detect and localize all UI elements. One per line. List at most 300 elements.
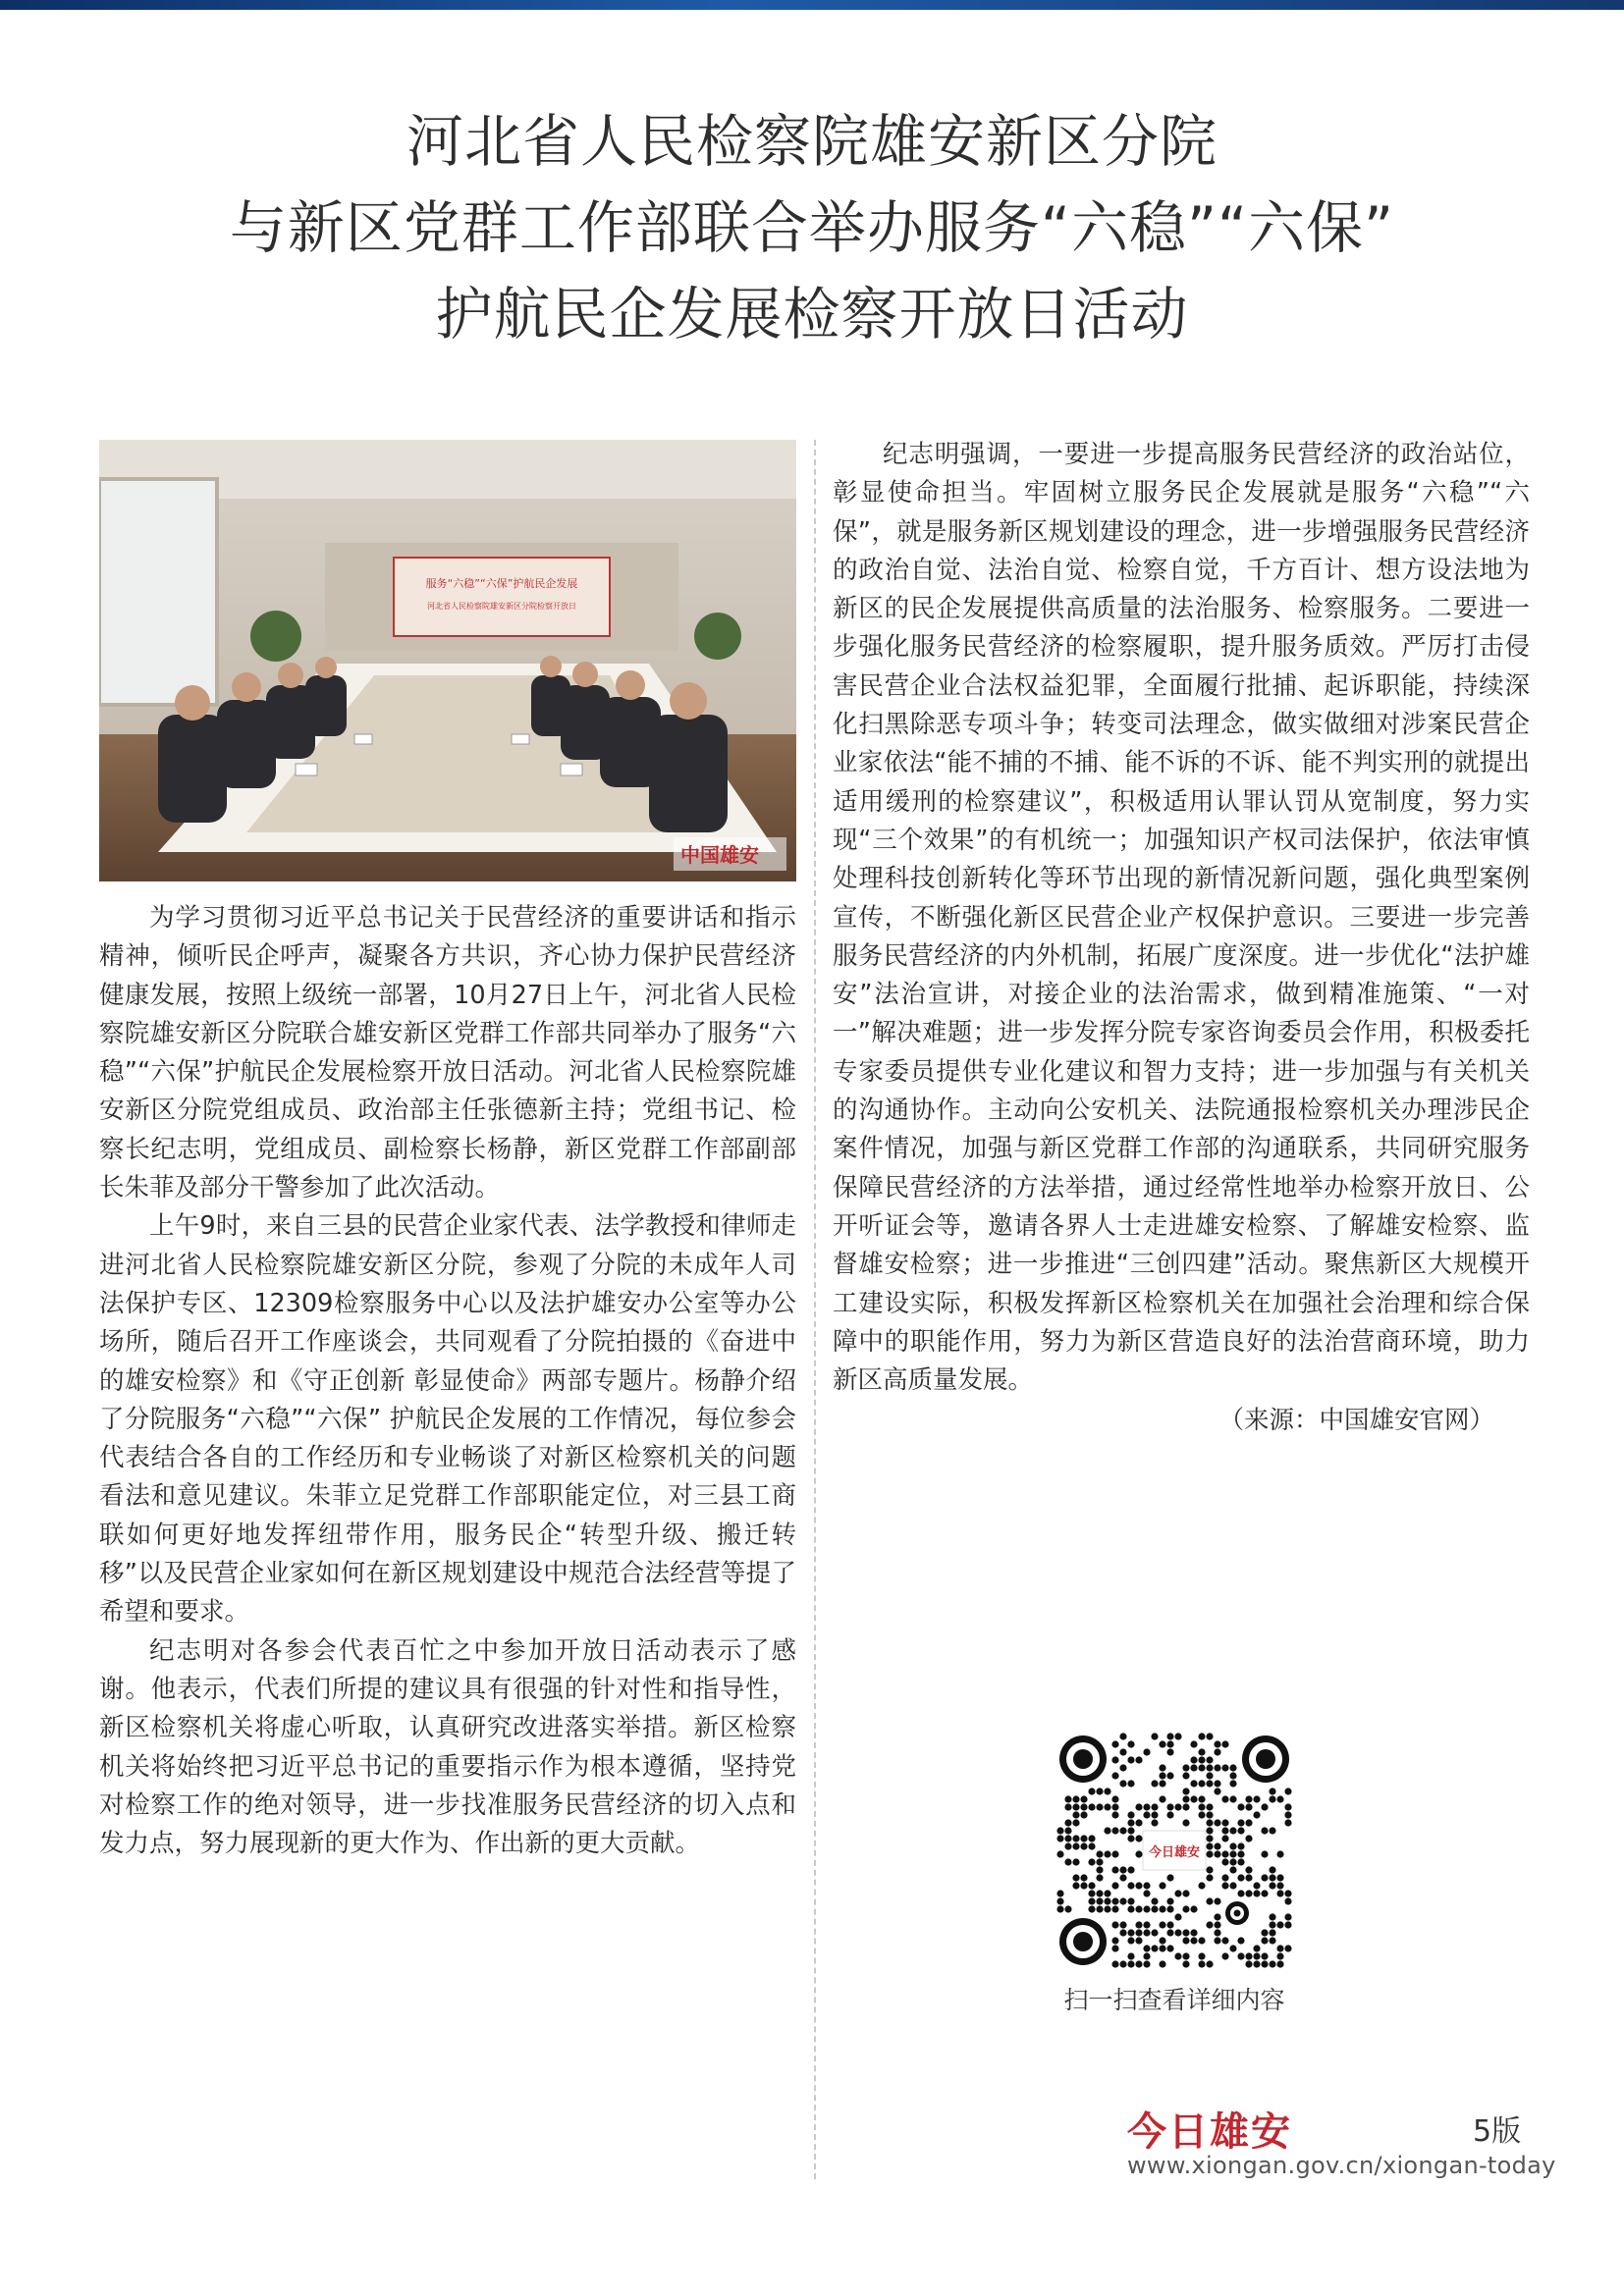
qr-module	[1198, 1811, 1205, 1818]
qr-module	[1214, 1842, 1220, 1849]
qr-module	[1253, 1795, 1260, 1802]
qr-module	[1253, 1945, 1260, 1951]
qr-module	[1088, 1788, 1095, 1794]
qr-module	[1206, 1897, 1213, 1904]
qr-module	[1214, 1819, 1220, 1826]
qr-module	[1261, 1874, 1268, 1881]
qr-module	[1080, 1795, 1087, 1802]
qr-module	[1284, 1890, 1291, 1896]
qr-module	[1206, 1733, 1213, 1739]
qr-module	[1269, 1882, 1275, 1889]
qr-module	[1088, 1882, 1095, 1889]
page-number: 5版	[1473, 2114, 1522, 2149]
qr-module	[1159, 1960, 1165, 1967]
qr-module	[1056, 1897, 1063, 1904]
qr-module	[1096, 1850, 1103, 1857]
qr-module	[1190, 1795, 1197, 1802]
photo-banner-line1: 服务“六稳”“六保”护航民企发展	[425, 577, 578, 590]
qr-module	[1119, 1748, 1126, 1755]
qr-module	[1104, 1788, 1110, 1794]
qr-module	[1119, 1866, 1126, 1873]
qr-module	[1237, 1937, 1244, 1944]
left-paragraph-3: 纪志明对各参会代表百忙之中参加开放日活动表示了感谢。他表示，代表们所提的建议具有很强的针对性和指导性，新区检察机关将虚心听取，认真研究改进落实举措。新区检察机关将始终把习近平总书记的重要指示作为根本遵循，坚持党对检察工作的绝对领导，进一步找准服务民营经济的切入点和发力点，努力展现新的更大作为、作出新的更大贡献。	[99, 1635, 796, 1859]
qr-module	[1284, 1788, 1291, 1794]
title-line-1: 河北省人民检察院雄安新区分院	[406, 108, 1218, 175]
qr-module	[1135, 1882, 1142, 1889]
qr-module	[1206, 1819, 1213, 1826]
qr-module	[1127, 1811, 1134, 1818]
qr-caption: 扫一扫查看详细内容	[1063, 1986, 1285, 2014]
qr-module	[1135, 1850, 1142, 1857]
qr-module	[1276, 1795, 1283, 1802]
qr-module	[1245, 1795, 1252, 1802]
qr-module	[1245, 1866, 1252, 1873]
qr-module	[1064, 1842, 1071, 1849]
qr-module	[1119, 1733, 1126, 1739]
qr-module	[1269, 1874, 1275, 1881]
qr-module	[1135, 1905, 1142, 1912]
qr-module	[1151, 1780, 1158, 1787]
qr-module	[1072, 1842, 1079, 1849]
qr-module	[1104, 1905, 1110, 1912]
qr-module	[1104, 1803, 1110, 1810]
qr-module	[1221, 1764, 1228, 1771]
qr-module	[1064, 1905, 1071, 1912]
qr-module	[1166, 1921, 1173, 1928]
qr-module	[1229, 1945, 1236, 1951]
qr-finder-top-left	[1059, 1735, 1107, 1783]
qr-module	[1127, 1952, 1134, 1959]
meeting-photo-illustration	[99, 440, 796, 881]
qr-module	[1245, 1890, 1252, 1896]
qr-module	[1166, 1897, 1173, 1904]
photo-watermark: 中国雄安	[680, 843, 759, 867]
qr-module	[1080, 1803, 1087, 1810]
qr-module	[1159, 1772, 1165, 1779]
qr-module	[1111, 1811, 1118, 1818]
qr-finder-bottom-left	[1059, 1918, 1107, 1965]
qr-module	[1214, 1740, 1220, 1747]
qr-module	[1284, 1921, 1291, 1928]
qr-module	[1143, 1748, 1150, 1755]
qr-module	[1151, 1945, 1158, 1951]
column-divider	[814, 440, 816, 2179]
qr-module	[1261, 1890, 1268, 1896]
qr-module	[1182, 1890, 1189, 1896]
qr-module	[1088, 1897, 1095, 1904]
qr-module	[1276, 1850, 1283, 1857]
right-column	[833, 436, 1530, 1441]
qr-module	[1111, 1827, 1118, 1834]
qr-alignment	[1225, 1901, 1249, 1925]
qr-module	[1159, 1795, 1165, 1802]
qr-module	[1096, 1905, 1103, 1912]
qr-module	[1080, 1882, 1087, 1889]
qr-module	[1135, 1756, 1142, 1763]
qr-module	[1190, 1780, 1197, 1787]
qr-module	[1088, 1842, 1095, 1849]
qr-module	[1166, 1945, 1173, 1951]
qr-module	[1206, 1756, 1213, 1763]
qr-module	[1206, 1772, 1213, 1779]
qr-module	[1166, 1905, 1173, 1912]
qr-module	[1198, 1960, 1205, 1967]
qr-module	[1284, 1819, 1291, 1826]
qr-module	[1096, 1866, 1103, 1873]
qr-module	[1237, 1952, 1244, 1959]
qr-module	[1159, 1740, 1165, 1747]
qr-module	[1221, 1937, 1228, 1944]
qr-module	[1111, 1937, 1118, 1944]
qr-module	[1284, 1897, 1291, 1904]
qr-module	[1237, 1858, 1244, 1865]
qr-module	[1269, 1913, 1275, 1920]
qr-module	[1111, 1897, 1118, 1904]
qr-module	[1096, 1788, 1103, 1794]
qr-module	[1143, 1945, 1150, 1951]
qr-module	[1229, 1772, 1236, 1779]
qr-module	[1088, 1905, 1095, 1912]
qr-module	[1166, 1929, 1173, 1936]
qr-module	[1088, 1858, 1095, 1865]
qr-module	[1237, 1874, 1244, 1881]
qr-module	[1269, 1929, 1275, 1936]
qr-module	[1276, 1890, 1283, 1896]
qr-module	[1214, 1913, 1220, 1920]
qr-module	[1159, 1905, 1165, 1912]
qr-module	[1190, 1905, 1197, 1912]
qr-module	[1253, 1952, 1260, 1959]
qr-module	[1221, 1850, 1228, 1857]
qr-module	[1221, 1827, 1228, 1834]
qr-module	[1261, 1929, 1268, 1936]
qr-module	[1276, 1945, 1283, 1951]
qr-module	[1261, 1937, 1268, 1944]
qr-module	[1182, 1803, 1189, 1810]
qr-module	[1119, 1827, 1126, 1834]
qr-module	[1206, 1866, 1213, 1873]
qr-module	[1143, 1811, 1150, 1818]
qr-code-image	[1056, 1733, 1292, 1968]
qr-module	[1111, 1866, 1118, 1873]
qr-module	[1127, 1756, 1134, 1763]
qr-module	[1214, 1764, 1220, 1771]
qr-module	[1229, 1866, 1236, 1873]
qr-module	[1198, 1882, 1205, 1889]
qr-module	[1269, 1788, 1275, 1794]
qr-module	[1143, 1921, 1150, 1928]
qr-code[interactable]	[1056, 1733, 1292, 1968]
qr-module	[1261, 1952, 1268, 1959]
qr-module	[1198, 1952, 1205, 1959]
qr-module	[1072, 1882, 1079, 1889]
qr-module	[1229, 1850, 1236, 1857]
left-column	[99, 899, 796, 1863]
qr-module	[1127, 1937, 1134, 1944]
qr-module	[1166, 1748, 1173, 1755]
qr-module	[1269, 1960, 1275, 1967]
left-paragraph-2: 上午9时，来自三县的民营企业家代表、法学教授和律师走进河北省人民检察院雄安新区分院，参观了分院的未成年人司法保护专区、12309检察服务中心以及法护雄安办公室等办公场所，随后召开工作座谈会，共同观看了分院拍摄的《奋进中的雄安检察》和《守正创新 彰显使命》两部专题片。杨静介绍了分院服务“六稳”“六保” 护航民企发展的工作情况，每位参会代表结合各自的工作经历和专业畅谈了对新区检察机关的问题看法和意见建议。朱菲立足党群工作部职能定位，对三县工商联如何更好地发挥纽带作用，服务民企“转型升级、搬迁转移”以及民营企业家如何在新区规划建设中规范合法经营等提了希望和要求。	[99, 1211, 796, 1628]
qr-module	[1056, 1905, 1063, 1912]
qr-module	[1159, 1764, 1165, 1771]
qr-module	[1253, 1960, 1260, 1967]
qr-module	[1229, 1882, 1236, 1889]
qr-module	[1276, 1952, 1283, 1959]
qr-module	[1206, 1803, 1213, 1810]
qr-module	[1214, 1780, 1220, 1787]
qr-module	[1198, 1937, 1205, 1944]
qr-center-logo: 今日雄安	[1148, 1845, 1201, 1860]
left-paragraph-1: 为学习贯彻习近平总书记关于民营经济的重要讲话和指示精神，倾听民企呼声，凝聚各方共识，齐心协力保护民营经济健康发展，按照上级统一部署，10月27日上午，河北省人民检察院雄安新区分院联合雄安新区党群工作部共同举办了服务“六稳”“六保”护航民企发展检察开放日活动。河北省人民检察院雄安新区分院党组成员、政治部主任张德新主持；党组书记、检察长纪志明，党组成员、副检察长杨静，新区党群工作部副部长朱菲及部分干警参加了此次活动。	[99, 903, 796, 1203]
qr-module	[1064, 1819, 1071, 1826]
qr-module	[1182, 1764, 1189, 1771]
qr-module	[1269, 1937, 1275, 1944]
qr-module	[1198, 1733, 1205, 1739]
qr-module	[1135, 1960, 1142, 1967]
qr-module	[1237, 1803, 1244, 1810]
qr-module	[1151, 1819, 1158, 1826]
qr-module	[1064, 1858, 1071, 1865]
qr-module	[1198, 1795, 1205, 1802]
qr-module	[1214, 1929, 1220, 1936]
qr-module	[1135, 1835, 1142, 1842]
qr-module	[1174, 1803, 1181, 1810]
qr-module	[1096, 1858, 1103, 1865]
qr-module	[1276, 1882, 1283, 1889]
qr-module	[1111, 1756, 1118, 1763]
qr-module	[1214, 1937, 1220, 1944]
qr-module	[1056, 1890, 1063, 1896]
qr-module	[1135, 1921, 1142, 1928]
qr-module	[1080, 1874, 1087, 1881]
qr-module	[1229, 1795, 1236, 1802]
qr-module	[1096, 1803, 1103, 1810]
qr-module	[1190, 1740, 1197, 1747]
qr-module	[1206, 1835, 1213, 1842]
qr-module	[1229, 1780, 1236, 1787]
qr-module	[1269, 1866, 1275, 1873]
qr-module	[1159, 1780, 1165, 1787]
qr-module	[1190, 1937, 1197, 1944]
qr-module	[1206, 1850, 1213, 1857]
qr-module	[1064, 1835, 1071, 1842]
qr-module	[1214, 1897, 1220, 1904]
qr-module	[1182, 1772, 1189, 1779]
qr-module	[1221, 1819, 1228, 1826]
qr-module	[1237, 1850, 1244, 1857]
qr-module	[1206, 1842, 1213, 1849]
qr-module	[1276, 1960, 1283, 1967]
qr-module	[1072, 1811, 1079, 1818]
qr-module	[1206, 1960, 1213, 1967]
qr-module	[1182, 1819, 1189, 1826]
qr-module	[1261, 1803, 1268, 1810]
qr-module	[1221, 1952, 1228, 1959]
qr-module	[1072, 1795, 1079, 1802]
qr-module	[1072, 1819, 1079, 1826]
qr-module	[1261, 1850, 1268, 1857]
qr-module	[1159, 1945, 1165, 1951]
qr-module	[1104, 1827, 1110, 1834]
qr-module	[1221, 1835, 1228, 1842]
qr-module	[1206, 1827, 1213, 1834]
qr-module	[1072, 1858, 1079, 1865]
qr-module	[1198, 1780, 1205, 1787]
qr-module	[1127, 1740, 1134, 1747]
qr-module	[1135, 1819, 1142, 1826]
footer-url[interactable]: www.xiongan.gov.cn/xiongan-today	[1127, 2152, 1556, 2179]
qr-module	[1198, 1748, 1205, 1755]
qr-module	[1206, 1921, 1213, 1928]
qr-module	[1174, 1929, 1181, 1936]
qr-module	[1159, 1921, 1165, 1928]
qr-module	[1206, 1780, 1213, 1787]
top-accent-bar	[0, 0, 1624, 10]
qr-module	[1237, 1890, 1244, 1896]
qr-module	[1182, 1960, 1189, 1967]
qr-module	[1166, 1740, 1173, 1747]
qr-module	[1111, 1740, 1118, 1747]
title-line-3: 护航民企发展检察开放日活动	[435, 281, 1189, 347]
qr-module	[1111, 1960, 1118, 1967]
qr-module	[1143, 1905, 1150, 1912]
qr-module	[1143, 1929, 1150, 1936]
qr-module	[1080, 1842, 1087, 1849]
qr-module	[1206, 1764, 1213, 1771]
title-line-2: 与新区党群工作部联合举办服务“六稳”“六保”	[229, 194, 1395, 261]
qr-module	[1080, 1835, 1087, 1842]
qr-module	[1159, 1937, 1165, 1944]
qr-module	[1221, 1882, 1228, 1889]
qr-module	[1182, 1905, 1189, 1912]
qr-module	[1229, 1827, 1236, 1834]
qr-module	[1111, 1803, 1118, 1810]
qr-module	[1166, 1874, 1173, 1881]
qr-module	[1269, 1921, 1275, 1928]
qr-module	[1111, 1795, 1118, 1802]
qr-module	[1119, 1764, 1126, 1771]
footer-brand-logo: 今日雄安	[1127, 2109, 1292, 2155]
qr-module	[1206, 1811, 1213, 1818]
qr-module	[1127, 1929, 1134, 1936]
qr-module	[1276, 1921, 1283, 1928]
qr-module	[1245, 1874, 1252, 1881]
qr-module	[1269, 1795, 1275, 1802]
qr-module	[1214, 1921, 1220, 1928]
qr-module	[1182, 1788, 1189, 1794]
qr-module	[1072, 1874, 1079, 1881]
qr-module	[1151, 1897, 1158, 1904]
qr-module	[1143, 1960, 1150, 1967]
qr-module	[1119, 1929, 1126, 1936]
qr-module	[1284, 1803, 1291, 1810]
qr-module	[1253, 1811, 1260, 1818]
qr-finder-top-right	[1242, 1735, 1289, 1783]
qr-module	[1119, 1960, 1126, 1967]
qr-module	[1143, 1882, 1150, 1889]
qr-module	[1284, 1811, 1291, 1818]
qr-module	[1135, 1803, 1142, 1810]
qr-module	[1214, 1850, 1220, 1857]
qr-module	[1127, 1780, 1134, 1787]
qr-module	[1198, 1764, 1205, 1771]
qr-module	[1127, 1960, 1134, 1967]
qr-module	[1166, 1733, 1173, 1739]
qr-module	[1056, 1827, 1063, 1834]
qr-module	[1111, 1905, 1118, 1912]
qr-module	[1190, 1756, 1197, 1763]
qr-module	[1214, 1748, 1220, 1755]
qr-module	[1221, 1874, 1228, 1881]
qr-module	[1229, 1842, 1236, 1849]
qr-module	[1182, 1937, 1189, 1944]
qr-module	[1237, 1819, 1244, 1826]
qr-module	[1245, 1960, 1252, 1967]
qr-module	[1127, 1835, 1134, 1842]
qr-module	[1245, 1803, 1252, 1810]
qr-module	[1198, 1803, 1205, 1810]
qr-module	[1088, 1803, 1095, 1810]
qr-module	[1253, 1882, 1260, 1889]
qr-module	[1127, 1882, 1134, 1889]
qr-module	[1111, 1921, 1118, 1928]
qr-module	[1064, 1795, 1071, 1802]
qr-module	[1284, 1945, 1291, 1951]
qr-module	[1261, 1827, 1268, 1834]
qr-module	[1159, 1882, 1165, 1889]
qr-module	[1214, 1788, 1220, 1794]
qr-module	[1151, 1803, 1158, 1810]
qr-module	[1166, 1772, 1173, 1779]
qr-module	[1104, 1897, 1110, 1904]
qr-module	[1174, 1890, 1181, 1896]
qr-module	[1104, 1890, 1110, 1896]
qr-module	[1182, 1929, 1189, 1936]
right-paragraph-1: 纪志明强调，一要进一步提高服务民营经济的政治站位，彰显使命担当。牢固树立服务民企发展就是服务“六稳”“六保”，就是服务新区规划建设的理念，进一步增强服务民营经济的政治自觉、法治自觉、检察自觉，千方百计、想方设法地为新区的民企发展提供高质量的法治服务、检察服务。二要进一步强化服务民营经济的检察履职，提升服务质效。严厉打击侵害民营企业合法权益犯罪，全面履行批捕、起诉职能，持续深化扫黑除恶专项斗争；转变司法理念，做实做细对涉案民营企业家依法“能不捕的不捕、能不诉的不诉、能不判实刑的就提出适用缓刑的检察建议”，积极适用认罪认罚从宽制度，努力实现“三个效果”的有机统一；加强知识产权司法保护，依法审慎处理科技创新转化等环节出现的新情况新问题，强化典型案例宣传，不断强化新区民营企业产权保护意识。三要进一步完善服务民营经济的内外机制，拓展广度深度。进一步优化“法护雄安”法治宣讲，对接企业的法治需求，做到精准施策、“一对一”解决难题；进一步发挥分院专家咨询委员会作用，积极委托专家委员提供专业化建议和智力支持；进一步加强与有关机关的沟通协作。主动向公安机关、法院通报检察机关办理涉民企案件情况，加强与新区党群工作部的沟通联系，共同研究服务保障民营经济的方法举措，通过经常性地举办检察开放日、公开听证会等，邀请各界人士走进雄安检察、了解雄安检察、监督雄安检察；进一步推进“三创四建”活动。聚焦新区大规模开工建设实际，积极发挥新区检察机关在加强社会治理和综合保障中的职能作用，努力为新区营造良好的法治营商环境，助力新区高质量发展。	[833, 440, 1530, 1396]
source-credit: （来源：中国雄安官网）	[1218, 1406, 1494, 1436]
qr-module	[1088, 1835, 1095, 1842]
qr-module	[1245, 1835, 1252, 1842]
qr-module	[1174, 1952, 1181, 1959]
qr-module	[1111, 1882, 1118, 1889]
qr-module	[1111, 1772, 1118, 1779]
qr-module	[1284, 1913, 1291, 1920]
qr-module	[1072, 1835, 1079, 1842]
qr-module	[1119, 1780, 1126, 1787]
qr-module	[1182, 1795, 1189, 1802]
qr-module	[1119, 1897, 1126, 1904]
qr-module	[1151, 1905, 1158, 1912]
qr-module	[1237, 1842, 1244, 1849]
qr-module	[1261, 1960, 1268, 1967]
qr-module	[1166, 1811, 1173, 1818]
qr-module	[1080, 1811, 1087, 1818]
qr-module	[1166, 1803, 1173, 1810]
qr-module	[1135, 1929, 1142, 1936]
qr-module	[1096, 1874, 1103, 1881]
qr-module	[1127, 1897, 1134, 1904]
qr-module	[1245, 1952, 1252, 1959]
qr-module	[1151, 1929, 1158, 1936]
meeting-photo	[99, 440, 796, 881]
qr-module	[1064, 1803, 1071, 1810]
qr-module	[1190, 1929, 1197, 1936]
qr-module	[1229, 1764, 1236, 1771]
qr-module	[1056, 1850, 1063, 1857]
qr-module	[1190, 1764, 1197, 1771]
photo-banner-line2: 河北省人民检察院雄安新区分院检察开放日	[427, 602, 576, 611]
qr-module	[1119, 1921, 1126, 1928]
